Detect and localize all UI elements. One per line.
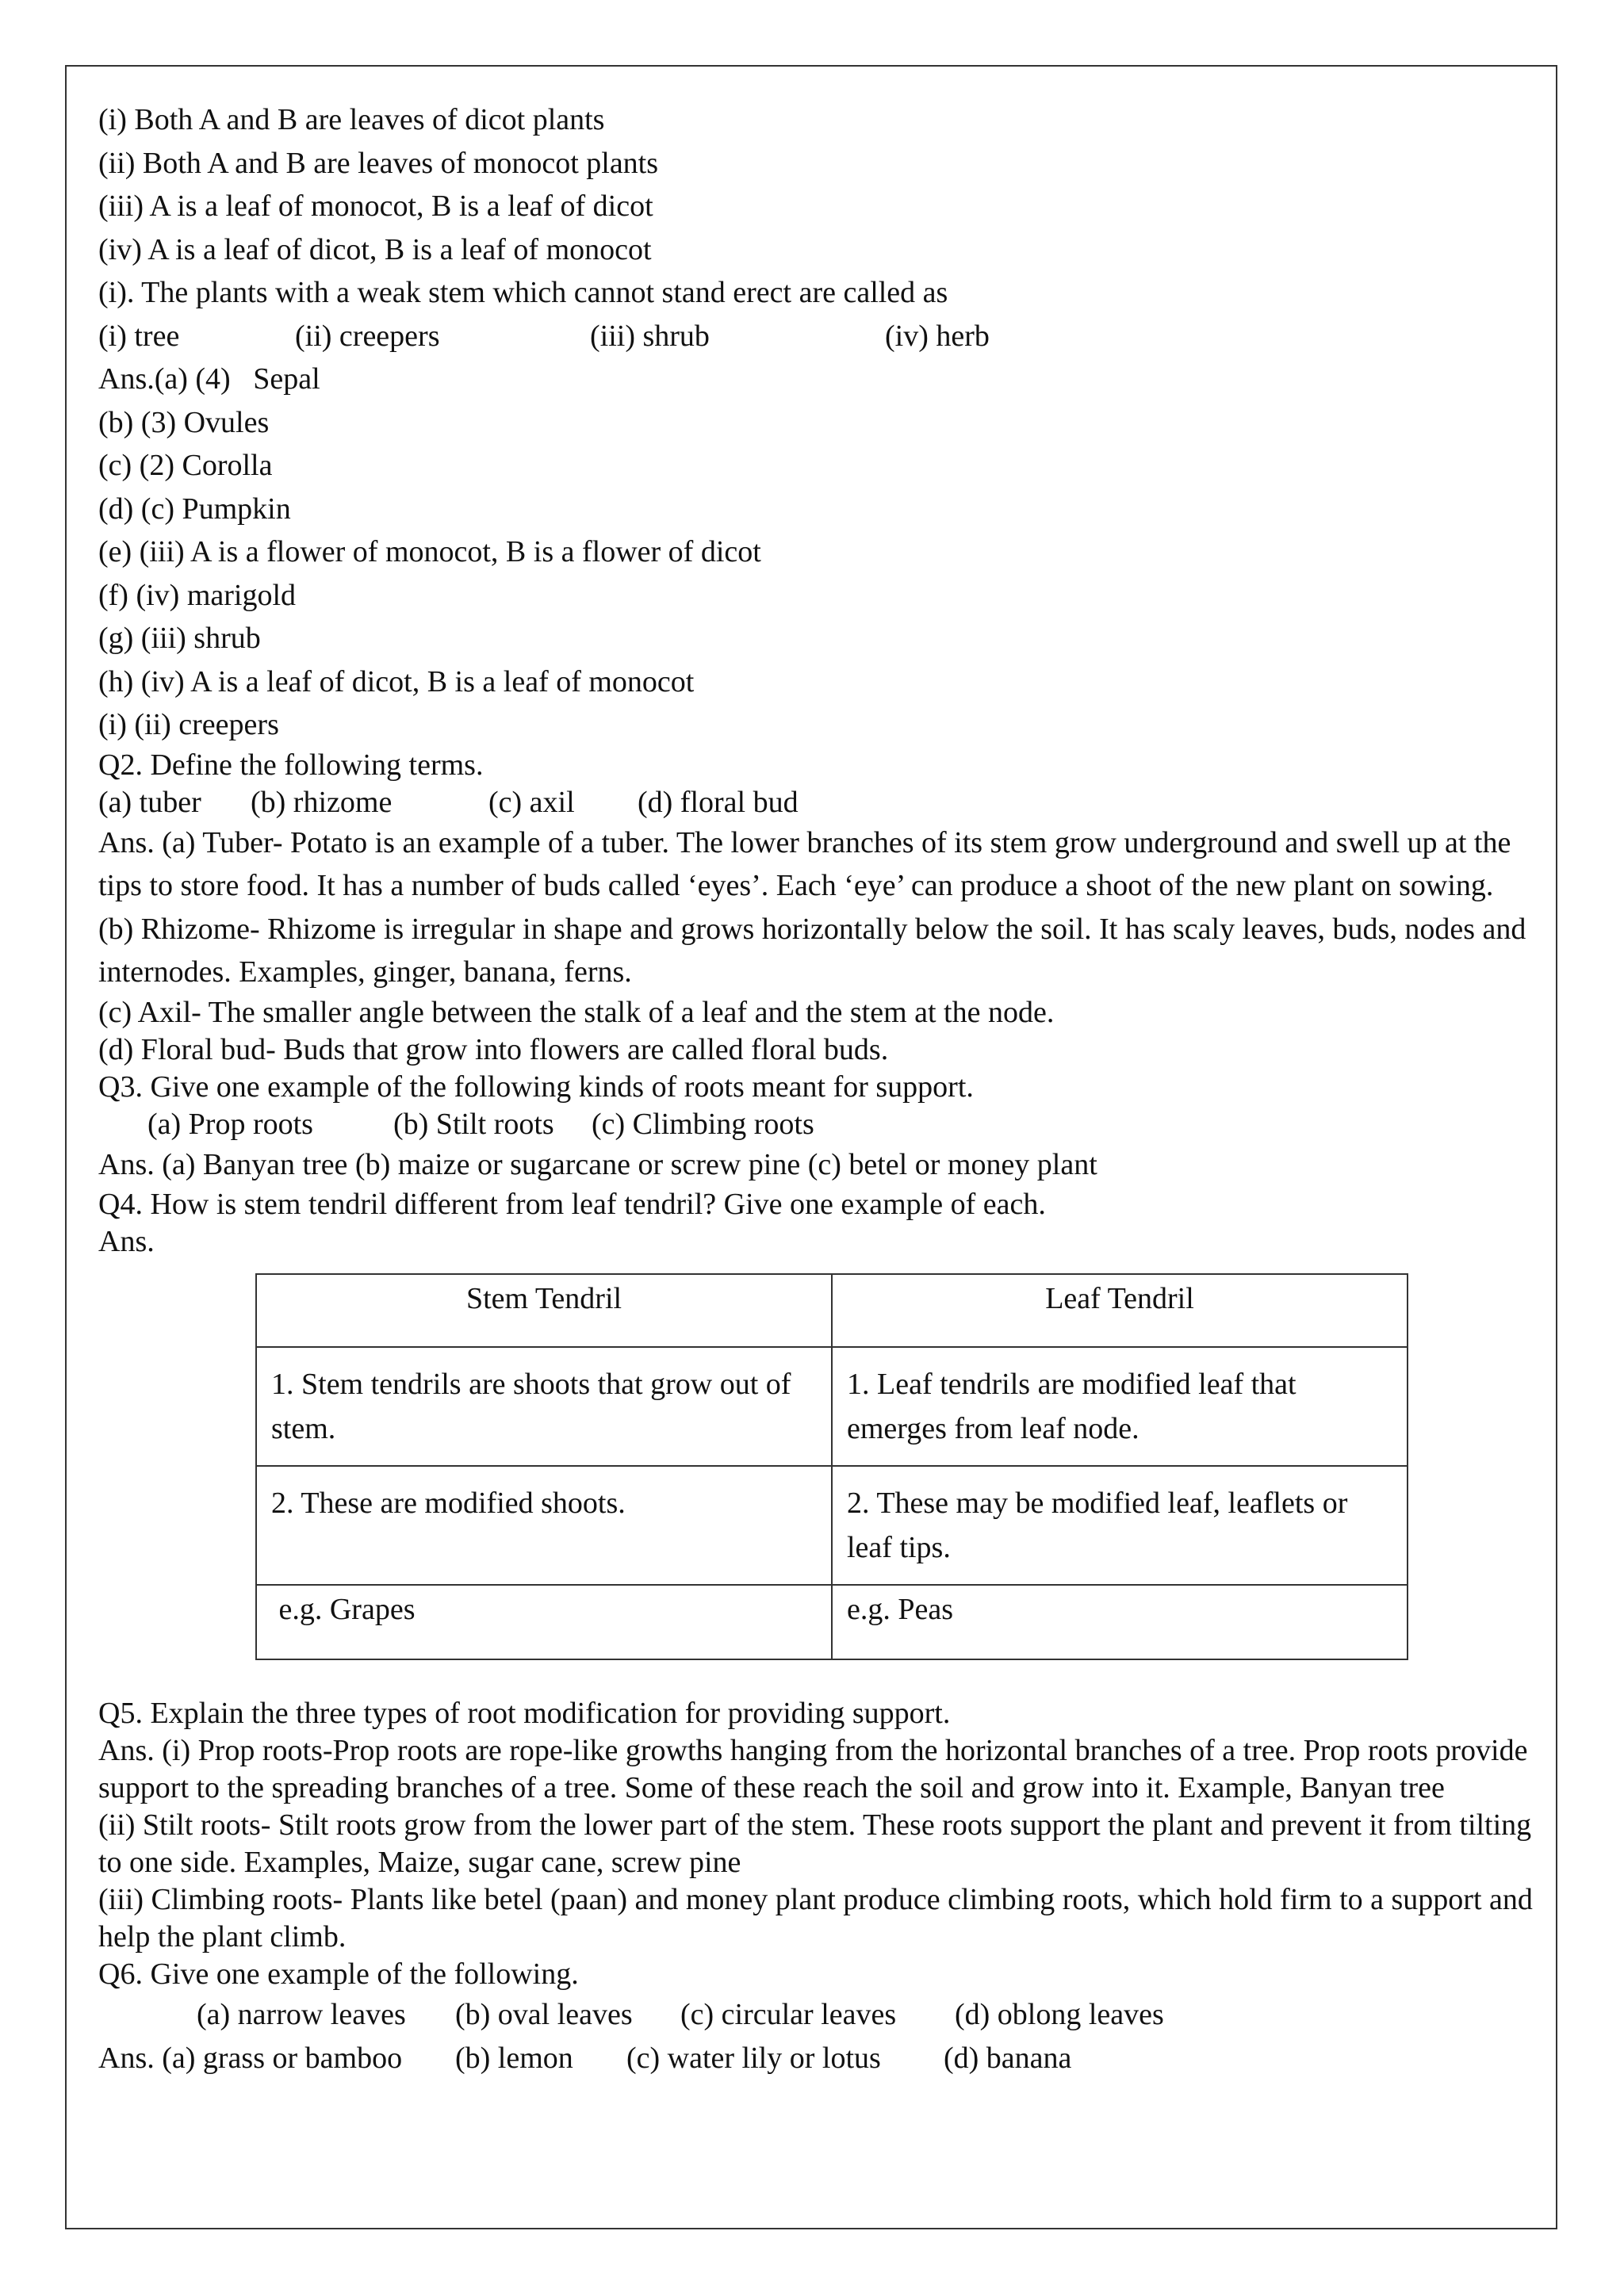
- option: (ii) creepers: [295, 319, 440, 353]
- answer-line: (f) (iv) marigold: [98, 578, 297, 612]
- option: (b) oval leaves: [455, 1998, 633, 2031]
- answer-paragraph: (iii) Climbing roots- Plants like betel (paan) and money plant produce climbing roots, which hold firm to a support and help the plant climb.: [98, 1883, 1533, 1954]
- answer-paragraph: (b) Rhizome- Rhizome is irregular in shape and grows horizontally below the soil. It has scaly leaves, buds, nodes and internodes. Examples, ginger, banana, ferns.: [98, 912, 1526, 989]
- table-row: [256, 1347, 1408, 1466]
- table-header-cell: Leaf Tendril: [832, 1274, 1408, 1347]
- answer: (c) water lily or lotus: [626, 2041, 881, 2075]
- table-row: [256, 1466, 1408, 1585]
- table-cell: 1. Stem tendrils are shoots that grow out of stem.: [256, 1347, 832, 1466]
- answer-line: (c) Axil- The smaller angle between the stalk of a leaf and the stem at the node.: [98, 995, 1055, 1029]
- answer: (b) lemon: [455, 2041, 573, 2075]
- answer-line: (d) Floral bud- Buds that grow into flowers are called floral buds.: [98, 1032, 889, 1066]
- question-i: (i). The plants with a weak stem which cannot stand erect are called as: [98, 276, 948, 309]
- option: (i) tree: [98, 319, 180, 353]
- options-row: [98, 1106, 1534, 1143]
- option-line: (ii) Both A and B are leaves of monocot plants: [98, 146, 659, 180]
- option: (b) Stilt roots: [393, 1107, 554, 1141]
- answer-line: (b) (3) Ovules: [98, 405, 270, 439]
- option: (a) narrow leaves: [197, 1998, 406, 2031]
- option: (iv) herb: [885, 319, 990, 353]
- table-row: [256, 1585, 1408, 1659]
- answer-line: (i) (ii) creepers: [98, 708, 279, 741]
- answer-paragraph: Ans. (i) Prop roots-Prop roots are rope-like growths hanging from the horizontal branches of a tree. Prop roots provide support to the spreading branches of a tree. Some of these reach the soil and grow into it. Example, Banyan tree: [98, 1734, 1528, 1804]
- option: (a) Prop roots: [147, 1107, 313, 1141]
- option: (d) oblong leaves: [955, 1998, 1164, 2031]
- page-content: [98, 98, 1534, 2080]
- terms-row: [98, 784, 1534, 821]
- answers-row: [98, 2037, 1534, 2080]
- term: (a) tuber: [98, 785, 201, 819]
- option: (iii) shrub: [590, 319, 710, 353]
- options-row: [98, 1993, 1534, 2037]
- answer-line: (e) (iii) A is a flower of monocot, B is a flower of dicot: [98, 535, 761, 568]
- option-line: (iii) A is a leaf of monocot, B is a leaf of dicot: [98, 189, 653, 223]
- answer-paragraph: (ii) Stilt roots- Stilt roots grow from the lower part of the stem. These roots support the plant and prevent it from tilting to one side. Examples, Maize, sugar cane, screw pine: [98, 1808, 1532, 1879]
- answer-paragraph: Ans. (a) Tuber- Potato is an example of a tuber. The lower branches of its stem grow underground and swell up at the tips to store food. It has a number of buds called ‘eyes’. Each ‘eye’ can produce a shoot of the new plant on sowing.: [98, 825, 1511, 902]
- question-heading: Q2. Define the following terms.: [98, 748, 484, 782]
- table-cell: 2. These are modified shoots.: [256, 1466, 832, 1585]
- table-cell: 2. These may be modified leaf, leaflets or leaf tips.: [832, 1466, 1408, 1585]
- answer-label: Ans.: [98, 1225, 155, 1258]
- options-row: [98, 315, 1534, 358]
- table-cell: 1. Leaf tendrils are modified leaf that emerges from leaf node.: [832, 1347, 1408, 1466]
- table-header-row: [256, 1274, 1408, 1347]
- answer: Ans. (a) grass or bamboo: [98, 2041, 403, 2075]
- question-heading: Q6. Give one example of the following.: [98, 1957, 579, 1991]
- term: (d) floral bud: [638, 785, 799, 819]
- question-heading: Q5. Explain the three types of root modification for providing support.: [98, 1697, 951, 1730]
- answer-line: (g) (iii) shrub: [98, 622, 261, 655]
- option: (c) Climbing roots: [592, 1107, 814, 1141]
- answer-line: (h) (iv) A is a leaf of dicot, B is a leaf of monocot: [98, 664, 695, 698]
- answer-line: (c) (2) Corolla: [98, 449, 273, 482]
- answer-line: (d) (c) Pumpkin: [98, 492, 291, 526]
- table-cell: e.g. Peas: [832, 1585, 1408, 1659]
- answer-line: Ans. (a) Banyan tree (b) maize or sugarcane or screw pine (c) betel or money plant: [98, 1147, 1097, 1181]
- term: (b) rhizome: [251, 785, 393, 819]
- spacer: [98, 1660, 1534, 1695]
- answer-line: Ans.(a) (4) Sepal: [98, 362, 320, 396]
- term: (c) axil: [488, 785, 575, 819]
- option-line: (i) Both A and B are leaves of dicot plants: [98, 103, 605, 136]
- option: (c) circular leaves: [680, 1998, 897, 2031]
- option-line: (iv) A is a leaf of dicot, B is a leaf of monocot: [98, 232, 652, 266]
- table-header-cell: Stem Tendril: [256, 1274, 832, 1347]
- answer: (d) banana: [944, 2041, 1072, 2075]
- question-heading: Q4. How is stem tendril different from leaf tendril? Give one example of each.: [98, 1188, 1046, 1221]
- table-cell: e.g. Grapes: [256, 1585, 832, 1659]
- question-heading: Q3. Give one example of the following kinds of roots meant for support.: [98, 1070, 974, 1104]
- tendril-comparison-table: [255, 1273, 1408, 1660]
